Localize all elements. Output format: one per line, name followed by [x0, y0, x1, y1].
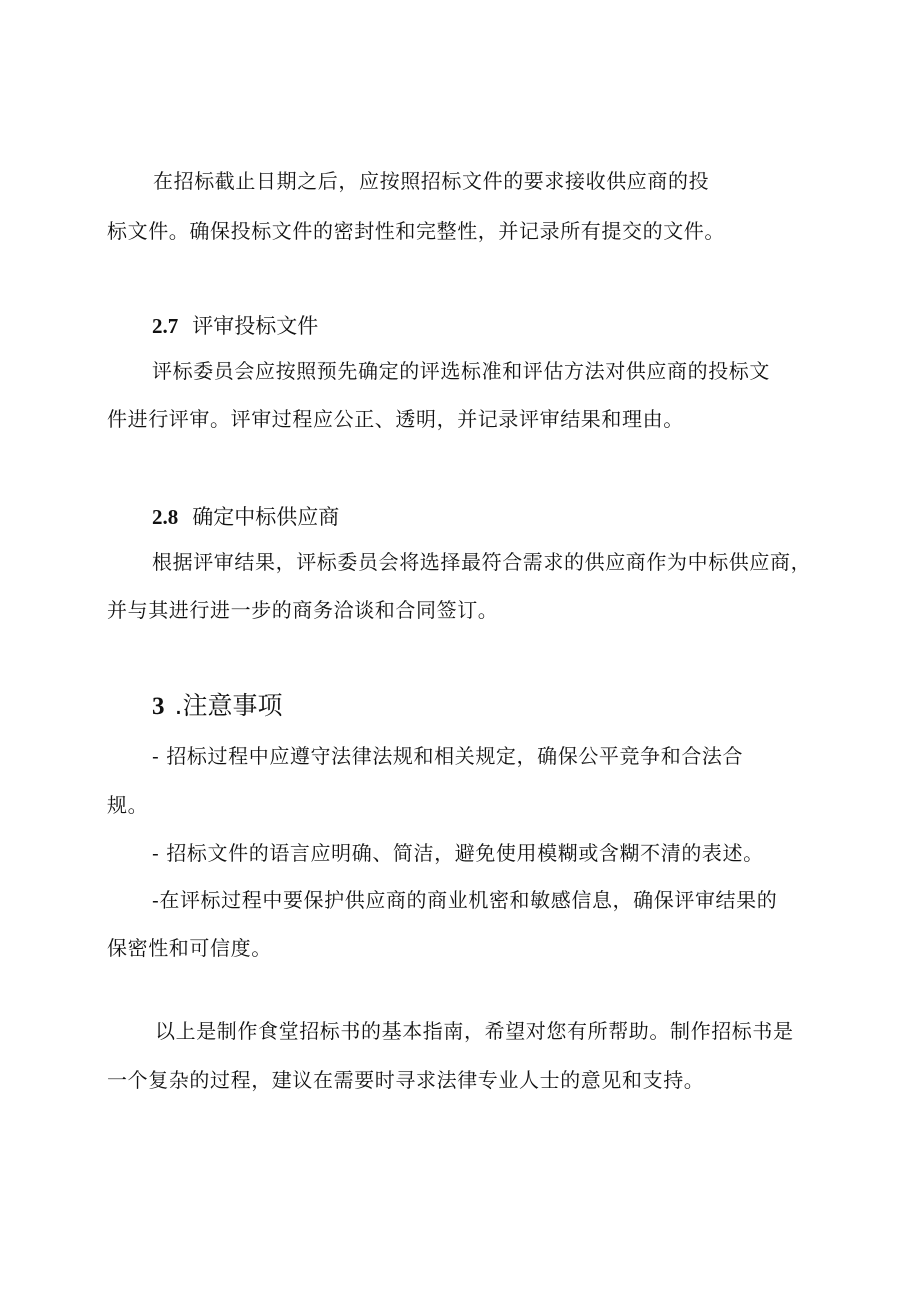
section-heading-2-7 — [152, 312, 318, 340]
intro-paragraph-line-1: 在招标截止日期之后，应按照招标文件的要求接收供应商的投 — [153, 169, 710, 193]
section-title: 确定中标供应商 — [192, 505, 340, 529]
section-2-8-paragraph-line-1: 根据评审结果，评标委员会将选择最符合需求的供应商作为中标供应商， — [152, 550, 812, 574]
notice-item-2-line-1: - 招标文件的语言应明确、简洁，避免使用模糊或含糊不清的表述。 — [152, 841, 764, 865]
section-number: 2.7 — [152, 314, 179, 338]
notice-item-3-line-1: -在评标过程中要保护供应商的商业机密和敏感信息，确保评审结果的 — [152, 888, 778, 912]
notice-item-1-line-1: - 招标过程中应遵守法律法规和相关规定，确保公平竞争和合法合 — [152, 744, 744, 768]
section-number: 2.8 — [152, 505, 179, 529]
section-2-8-paragraph-line-2: 并与其进行进一步的商务洽谈和合同签订。 — [107, 598, 499, 622]
section-heading-2-8 — [152, 503, 339, 531]
section-2-7-paragraph-line-2: 件进行评审。评审过程应公正、透明，并记录评审结果和理由。 — [107, 407, 684, 431]
section-2-7-paragraph-line-1: 评标委员会应按照预先确定的评选标准和评估方法对供应商的投标文 — [152, 359, 770, 383]
closing-paragraph-line-1: 以上是制作食堂招标书的基本指南，希望对您有所帮助。制作招标书是 — [155, 1019, 794, 1043]
intro-paragraph-line-2: 标文件。确保投标文件的密封性和完整性，并记录所有提交的文件。 — [107, 219, 725, 243]
section-number: 3 — [152, 693, 165, 720]
notice-item-3-line-2: 保密性和可信度。 — [107, 936, 272, 960]
section-title: 评审投标文件 — [192, 314, 319, 338]
section-heading-3 — [152, 690, 282, 723]
closing-paragraph-line-2: 一个复杂的过程，建议在需要时寻求法律专业人士的意见和支持。 — [107, 1068, 705, 1092]
section-title: .注意事项 — [174, 691, 283, 720]
notice-item-1-line-2: 规。 — [107, 793, 149, 817]
